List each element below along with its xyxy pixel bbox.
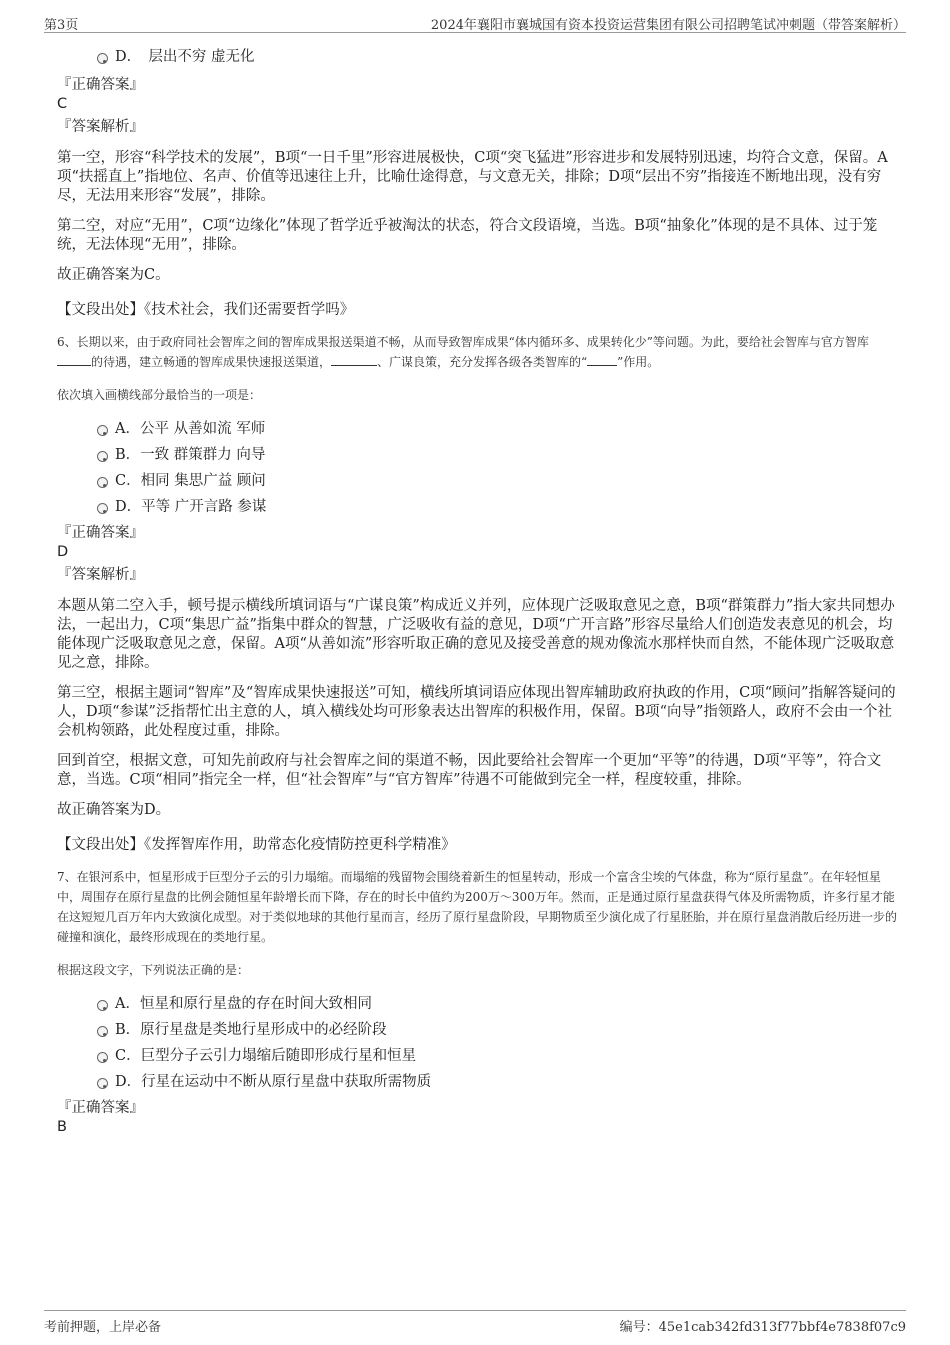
radio-icon[interactable] — [97, 1078, 108, 1089]
q7-option-a[interactable]: A．恒星和原行星盘的存在时间大致相同 — [57, 991, 897, 1017]
q6-stem: 6、长期以来，由于政府同社会智库之间的智库成果报送渠道不畅，从而导致智库成果“体内循环多、成果转化少”等问题。为此，要给社会智库与官方智库的待遇，建立畅通的智库成果快速报送渠道， 、广谋良策，充分发挥各级各类智库的“ ”作用。 — [57, 335, 869, 369]
page-footer — [44, 1310, 906, 1335]
q6-option-a[interactable]: A．公平 从善如流 军师 — [57, 416, 897, 442]
q6-option-b[interactable]: B．一致 群策群力 向导 — [57, 442, 897, 468]
q7-option-b[interactable]: B．原行星盘是类地行星形成中的必经阶段 — [57, 1017, 897, 1043]
q5-analysis-paragraph: 故正确答案为C。 — [57, 267, 170, 283]
radio-icon[interactable] — [97, 503, 108, 514]
answer-blank — [587, 353, 617, 366]
q7-answer-label: 『正确答案』 — [57, 1100, 144, 1116]
q7-option-d[interactable]: D．行星在运动中不断从原行星盘中获取所需物质 — [57, 1069, 897, 1095]
q6-option-d[interactable]: D．平等 广开言路 参谋 — [57, 494, 897, 520]
document-body — [57, 42, 897, 1137]
q6-analysis-label: 『答案解析』 — [57, 567, 144, 583]
q6-analysis-paragraph: 回到首空，根据文意，可知先前政府与社会智库之间的渠道不畅，因此要给社会智库一个更加“平等”的待遇，D项“平等”，符合文意，当选。C项“相同”指完全一样，但“社会智库”与“官方智库”待遇不可能做到完全一样，程度较重，排除。 — [57, 753, 882, 788]
q6-prompt: 依次填入画横线部分最恰当的一项是： — [57, 388, 262, 402]
q7-prompt: 根据这段文字，下列说法正确的是： — [57, 963, 250, 977]
q6-answer-label: 『正确答案』 — [57, 525, 144, 541]
q7-stem: 7、在银河系中，恒星形成于巨型分子云的引力塌缩。而塌缩的残留物会围绕着新生的恒星转动，形成一个富含尘埃的气体盘，称为“原行星盘”。在年轻恒星中，周围存在原行星盘的比例会随恒星年龄增长而下降，存在的时长中值约为200万～300万年。然而，正是通过原行星盘获得气体及所需物质，许多行星才能在这短短几百万年内大致演化成型。对于类似地球的其他行星而言，经历了原行星盘阶段，早期物质至少演化成了行星胚胎，并在原行星盘消散后经历进一步的碰撞和演化，最终形成现在的类地行星。 — [57, 870, 898, 944]
q5-answer-label: 『正确答案』 — [57, 77, 144, 93]
q5-analysis-paragraph: 第二空，对应“无用”，C项“边缘化”体现了哲学近乎被淘汰的状态，符合文段语境，当选。B项“抽象化”体现的是不具体、过于笼统，无法体现“无用”，排除。 — [57, 218, 878, 253]
answer-blank — [331, 353, 377, 366]
q6-analysis-paragraph: 本题从第二空入手，顿号提示横线所填词语与“广谋良策”构成近义并列，应体现广泛吸取意见之意，B项“群策群力”指大家共同想办法，一起出力，C项“集思广益”指集中群众的智慧，广泛吸收有益的意见，D项“广开言路”形容尽量给人们创造发表意见的机会，均能体现广泛吸取意见之意，保留。A项“从善如流”形容听取正确的意见及接受善意的规劝像流水那样快而自然，不能体现广泛吸取意见之意，排除。 — [57, 598, 895, 671]
q6-source: 【文段出处】《发挥智库作用，助常态化疫情防控更科学精准》 — [57, 837, 456, 853]
q7-answer: B — [57, 1119, 67, 1135]
radio-icon[interactable] — [97, 1052, 108, 1063]
q5-option-d[interactable]: D． 层出不穷 虚无化 — [57, 44, 897, 70]
page-number: 第3页 — [44, 18, 79, 33]
page-header — [44, 12, 906, 33]
radio-icon[interactable] — [97, 1026, 108, 1037]
answer-blank — [57, 353, 91, 366]
q6-analysis-paragraph: 第三空，根据主题词“智库”及“智库成果快速报送”可知，横线所填词语应体现出智库辅助政府执政的作用，C项“顾问”指解答疑问的人，D项“参谋”泛指帮忙出主意的人，填入横线处均可形象表达出智库的积极作用，保留。B项“向导”指领路人，政府不会由一个社会机构领路，此处程度过重，排除。 — [57, 685, 896, 739]
radio-icon[interactable] — [97, 451, 108, 462]
q5-analysis-label: 『答案解析』 — [57, 119, 144, 135]
q5-answer: C — [57, 96, 68, 112]
footer-slogan: 考前押题，上岸必备 — [44, 1320, 162, 1335]
q5-analysis-paragraph: 第一空，形容“科学技术的发展”，B项“一日千里”形容进展极快，C项“突飞猛进”形容进步和发展特别迅速，均符合文意，保留。A项“扶摇直上”指地位、名声、价值等迅速往上升，比喻仕途得意，与文意无关，排除；D项“层出不穷”指接连不断地出现，没有穷尽，无法用来形容“发展”，排除。 — [57, 150, 888, 204]
document-title: 2024年襄阳市襄城国有资本投资运营集团有限公司招聘笔试冲刺题（带答案解析） — [430, 18, 906, 33]
q6-analysis-paragraph: 故正确答案为D。 — [57, 802, 171, 818]
q6-option-c[interactable]: C．相同 集思广益 顾问 — [57, 468, 897, 494]
radio-icon[interactable] — [97, 53, 108, 64]
radio-icon[interactable] — [97, 477, 108, 488]
q7-option-c[interactable]: C．巨型分子云引力塌缩后随即形成行星和恒星 — [57, 1043, 897, 1069]
q6-answer: D — [57, 544, 69, 560]
radio-icon[interactable] — [97, 425, 108, 436]
document-code: 编号：45e1cab342fd313f77bbf4e7838f07c9 — [619, 1320, 906, 1335]
radio-icon[interactable] — [97, 1000, 108, 1011]
q5-source: 【文段出处】《技术社会，我们还需要哲学吗》 — [57, 302, 355, 318]
